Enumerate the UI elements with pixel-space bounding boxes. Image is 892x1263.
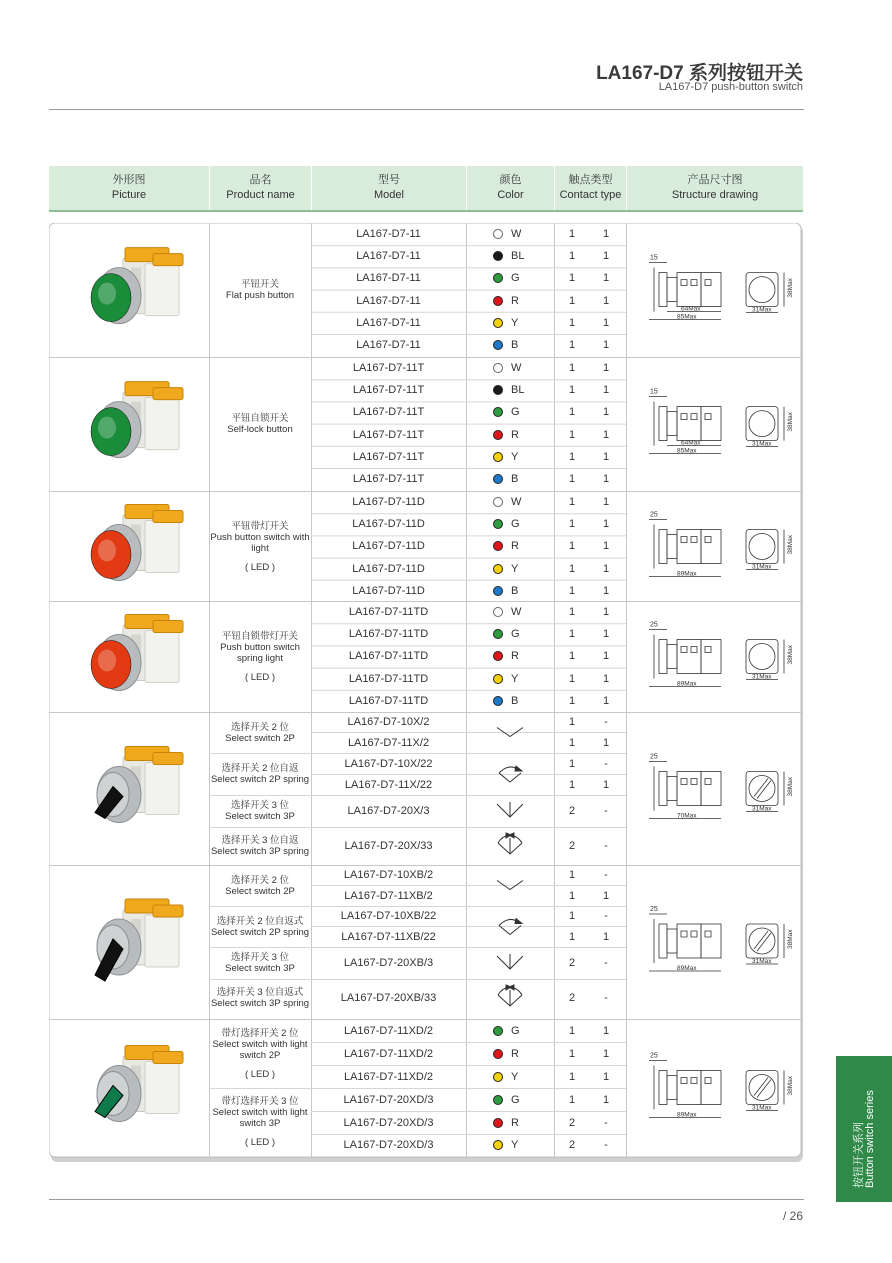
product-name bbox=[210, 223, 310, 356]
color-swatch bbox=[493, 474, 503, 484]
svg-text:25: 25 bbox=[650, 753, 658, 761]
color-swatch bbox=[493, 430, 503, 440]
contact-count-2: 1 bbox=[602, 930, 610, 943]
contact-count-2: - bbox=[604, 716, 608, 728]
color-cell bbox=[466, 290, 554, 312]
svg-text:85Max: 85Max bbox=[677, 313, 697, 321]
product-name-en: Select switch 2P spring bbox=[210, 926, 310, 938]
product-name-zh: 选择开关 2 位自返 bbox=[221, 763, 299, 774]
contact-count-1: 1 bbox=[568, 1093, 576, 1106]
color-code: B bbox=[511, 473, 519, 486]
model-cell: LA167-D7-11 bbox=[356, 294, 421, 307]
color-code: B bbox=[511, 694, 519, 707]
model-cell: LA167-D7-11 bbox=[356, 250, 421, 263]
product-name bbox=[210, 712, 310, 753]
contact-count-2: 1 bbox=[602, 473, 610, 486]
color-code: W bbox=[511, 496, 522, 509]
svg-text:64Max: 64Max bbox=[681, 305, 701, 313]
color-cell bbox=[466, 1088, 554, 1111]
color-swatch bbox=[493, 229, 503, 239]
svg-text:25: 25 bbox=[650, 621, 658, 629]
color-code: BL bbox=[511, 250, 525, 263]
column-header-product-name: 品名 Product name bbox=[226, 174, 295, 201]
contact-count-1: 1 bbox=[568, 650, 576, 663]
contact-count-2: 1 bbox=[602, 1070, 610, 1083]
color-cell bbox=[466, 558, 554, 580]
color-swatch bbox=[493, 318, 503, 328]
product-name-en: Flat push button bbox=[225, 289, 295, 301]
contact-count-2: 1 bbox=[602, 1047, 610, 1060]
color-swatch bbox=[493, 696, 503, 706]
color-swatch bbox=[493, 1095, 503, 1105]
model-cell: LA167-D7-11 bbox=[356, 339, 421, 352]
contact-count-2: - bbox=[604, 869, 608, 881]
svg-text:89Max: 89Max bbox=[677, 965, 697, 972]
color-cell bbox=[466, 645, 554, 667]
color-cell bbox=[466, 690, 554, 712]
color-cell bbox=[466, 1111, 554, 1134]
color-cell bbox=[466, 446, 554, 468]
contact-count-1: 1 bbox=[568, 228, 576, 241]
svg-text:15: 15 bbox=[650, 254, 658, 262]
color-swatch bbox=[493, 586, 503, 596]
svg-text:25: 25 bbox=[650, 511, 658, 519]
model-cell: LA167-D7-11XB/22 bbox=[341, 930, 436, 943]
contact-count-1: 1 bbox=[568, 889, 576, 902]
svg-text:85Max: 85Max bbox=[677, 447, 697, 455]
contact-count-2: 1 bbox=[602, 228, 610, 241]
contact-count-1: 1 bbox=[568, 606, 576, 619]
color-swatch bbox=[493, 607, 503, 617]
color-swatch bbox=[493, 651, 503, 661]
svg-text:25: 25 bbox=[650, 1052, 658, 1060]
contact-count-1: 1 bbox=[568, 384, 576, 397]
product-name-led: ( LED ) bbox=[244, 671, 276, 683]
svg-text:31Max: 31Max bbox=[752, 563, 772, 571]
model-cell: LA167-D7-11X/2 bbox=[347, 736, 430, 749]
product-name-zh: 选择开关 3 位自返 bbox=[221, 835, 299, 846]
color-swatch bbox=[493, 564, 503, 574]
svg-text:38Max: 38Max bbox=[787, 1075, 794, 1096]
contact-count-2: 1 bbox=[602, 540, 610, 553]
contact-count-2: 1 bbox=[602, 778, 610, 791]
model-cell: LA167-D7-11TD bbox=[348, 672, 429, 685]
model-cell: LA167-D7-11TD bbox=[348, 628, 429, 641]
color-code: BL bbox=[511, 384, 525, 397]
model-cell: LA167-D7-20X/33 bbox=[344, 840, 433, 852]
color-code: G bbox=[511, 628, 520, 641]
product-name-zh: 选择开关 2 位 bbox=[230, 874, 290, 886]
model-cell: LA167-D7-11D bbox=[352, 562, 425, 575]
product-name-en: Select switch 3P spring bbox=[210, 846, 310, 857]
contact-count-2: 1 bbox=[602, 694, 610, 707]
product-name bbox=[210, 795, 310, 827]
color-cell bbox=[466, 357, 554, 379]
product-name-en: Select switch 3P spring bbox=[210, 998, 310, 1009]
contact-count-2: 1 bbox=[602, 736, 610, 749]
color-swatch bbox=[493, 541, 503, 551]
color-cell bbox=[466, 379, 554, 401]
color-cell bbox=[466, 491, 554, 513]
column-header-structure-drawing: 产品尺寸图 Structure drawing bbox=[671, 174, 759, 201]
contact-count-1: 1 bbox=[568, 562, 576, 575]
column-header-color: 颜色 Color bbox=[497, 174, 524, 201]
svg-text:38Max: 38Max bbox=[787, 412, 794, 432]
color-code: R bbox=[511, 650, 519, 663]
svg-text:31Max: 31Max bbox=[752, 440, 772, 448]
contact-count-1: 1 bbox=[568, 628, 576, 641]
product-name bbox=[210, 753, 310, 795]
color-swatch bbox=[493, 629, 503, 639]
contact-count-1: 2 bbox=[568, 1139, 576, 1151]
model-cell: LA167-D7-11TD bbox=[348, 694, 429, 707]
color-swatch bbox=[493, 296, 503, 306]
header-divider bbox=[49, 109, 804, 110]
product-name-zh: 带灯选择开关 3 位 bbox=[221, 1096, 299, 1107]
contact-count-2: - bbox=[604, 805, 608, 817]
product-name-zh: 选择开关 2 位自返式 bbox=[216, 915, 304, 927]
color-cell bbox=[466, 223, 554, 245]
color-cell bbox=[466, 1019, 554, 1042]
color-swatch bbox=[493, 519, 503, 529]
contact-count-1: 1 bbox=[568, 428, 576, 441]
color-swatch bbox=[493, 497, 503, 507]
contact-count-1: 1 bbox=[568, 1047, 576, 1060]
contact-count-1: 1 bbox=[568, 496, 576, 509]
contact-count-1: 2 bbox=[568, 1116, 576, 1129]
color-swatch bbox=[493, 1118, 503, 1128]
contact-count-2: 1 bbox=[602, 406, 610, 419]
column-header-model: 型号 Model bbox=[374, 174, 404, 201]
svg-text:89Max: 89Max bbox=[677, 1111, 697, 1119]
svg-text:38Max: 38Max bbox=[787, 929, 794, 949]
contact-count-1: 2 bbox=[568, 992, 576, 1004]
product-name bbox=[210, 357, 310, 490]
product-name bbox=[210, 601, 310, 712]
contact-count-2: 1 bbox=[602, 562, 610, 575]
color-code: G bbox=[511, 1093, 520, 1106]
color-cell bbox=[466, 334, 554, 356]
model-cell: LA167-D7-20XB/33 bbox=[340, 992, 437, 1004]
model-cell: LA167-D7-11XD/2 bbox=[343, 1047, 434, 1060]
color-swatch bbox=[493, 251, 503, 261]
product-name-led: ( LED ) bbox=[244, 561, 276, 573]
svg-text:38Max: 38Max bbox=[787, 776, 794, 797]
product-name-en: Select switch with light switch 2P bbox=[212, 1038, 308, 1061]
color-cell bbox=[466, 1134, 554, 1156]
contact-count-2: - bbox=[604, 840, 608, 852]
product-name-en: Push button switch with light bbox=[210, 531, 310, 554]
color-code: R bbox=[511, 1116, 519, 1129]
model-cell: LA167-D7-11XD/2 bbox=[343, 1024, 434, 1037]
page-number: / 26 bbox=[782, 1209, 803, 1223]
model-cell: LA167-D7-11 bbox=[356, 228, 421, 241]
color-cell bbox=[466, 623, 554, 645]
color-swatch bbox=[493, 674, 503, 684]
svg-text:31Max: 31Max bbox=[752, 1104, 772, 1112]
contact-count-2: 1 bbox=[602, 672, 610, 685]
contact-count-1: 1 bbox=[568, 778, 576, 791]
contact-count-2: 1 bbox=[602, 272, 610, 285]
product-name-zh: 平钮自锁开关 bbox=[231, 412, 289, 424]
color-code: W bbox=[511, 228, 522, 241]
svg-text:25: 25 bbox=[650, 906, 658, 913]
color-code: G bbox=[511, 1024, 520, 1037]
color-code: Y bbox=[511, 672, 519, 685]
contact-count-2: 1 bbox=[602, 250, 610, 263]
color-code: B bbox=[511, 339, 519, 352]
side-tab-label-zh: 按钮开关系列 bbox=[853, 1122, 865, 1188]
model-cell: LA167-D7-11D bbox=[352, 518, 425, 531]
model-cell: LA167-D7-11TD bbox=[348, 650, 429, 663]
product-name bbox=[210, 1088, 310, 1156]
contact-count-1: 1 bbox=[568, 406, 576, 419]
model-cell: LA167-D7-11XD/2 bbox=[343, 1070, 434, 1083]
model-cell: LA167-D7-11 bbox=[356, 316, 421, 329]
contact-count-1: 1 bbox=[568, 316, 576, 329]
product-name-zh: 带灯选择开关 2 位 bbox=[221, 1027, 299, 1039]
contact-count-2: 1 bbox=[602, 362, 610, 375]
contact-count-1: 1 bbox=[568, 518, 576, 531]
color-code: G bbox=[511, 272, 520, 285]
svg-text:38Max: 38Max bbox=[787, 644, 794, 665]
svg-text:89Max: 89Max bbox=[677, 680, 697, 688]
contact-count-2: - bbox=[604, 1116, 608, 1129]
color-cell bbox=[466, 580, 554, 602]
product-name bbox=[210, 1019, 310, 1088]
svg-text:31Max: 31Max bbox=[752, 306, 772, 314]
model-cell: LA167-D7-10X/2 bbox=[347, 716, 430, 728]
footer-divider bbox=[49, 1199, 804, 1200]
color-code: W bbox=[511, 362, 522, 375]
contact-count-2: - bbox=[604, 1139, 608, 1151]
model-cell: LA167-D7-11T bbox=[352, 473, 425, 486]
contact-count-1: 1 bbox=[568, 1024, 576, 1037]
svg-text:38Max: 38Max bbox=[787, 534, 794, 555]
product-name-zh: 平钮自锁带灯开关 bbox=[221, 630, 298, 642]
contact-count-1: 1 bbox=[568, 294, 576, 307]
product-name-en: Select switch 2P spring bbox=[210, 774, 310, 785]
color-swatch bbox=[493, 407, 503, 417]
product-name bbox=[210, 865, 310, 906]
model-cell: LA167-D7-20XD/3 bbox=[343, 1139, 434, 1151]
color-cell bbox=[466, 424, 554, 446]
contact-count-2: 1 bbox=[602, 450, 610, 463]
color-cell bbox=[466, 535, 554, 557]
color-code: R bbox=[511, 294, 519, 307]
contact-count-1: 1 bbox=[568, 540, 576, 553]
svg-text:31Max: 31Max bbox=[752, 805, 772, 813]
product-name-en: Select switch 2P bbox=[225, 885, 295, 897]
model-cell: LA167-D7-11T bbox=[352, 428, 425, 441]
color-swatch bbox=[493, 273, 503, 283]
side-tab-label-en: Button switch series bbox=[864, 1090, 876, 1188]
color-cell bbox=[466, 668, 554, 690]
model-cell: LA167-D7-10X/22 bbox=[344, 757, 433, 770]
contact-count-1: 1 bbox=[568, 930, 576, 943]
product-name-zh: 选择开关 3 位 bbox=[230, 952, 290, 963]
color-cell bbox=[466, 1042, 554, 1065]
product-name-en: Push button switch spring light bbox=[220, 641, 300, 664]
color-swatch bbox=[493, 1072, 503, 1082]
contact-count-1: 2 bbox=[568, 805, 576, 817]
contact-count-2: 1 bbox=[602, 384, 610, 397]
contact-count-2: 1 bbox=[602, 650, 610, 663]
model-cell: LA167-D7-10XB/22 bbox=[340, 910, 437, 922]
product-name bbox=[210, 491, 310, 602]
contact-count-2: 1 bbox=[602, 294, 610, 307]
color-code: R bbox=[511, 1047, 519, 1060]
contact-count-2: - bbox=[604, 910, 608, 922]
contact-count-2: 1 bbox=[602, 1093, 610, 1106]
column-header-contact-type: 触点类型 Contact type bbox=[559, 174, 622, 201]
contact-count-1: 1 bbox=[568, 339, 576, 352]
color-code: Y bbox=[511, 562, 519, 575]
model-cell: LA167-D7-20XD/3 bbox=[343, 1093, 434, 1106]
contact-count-1: 1 bbox=[568, 716, 576, 728]
table-header bbox=[49, 166, 803, 212]
color-code: R bbox=[511, 428, 519, 441]
color-code: Y bbox=[511, 1070, 519, 1083]
color-code: Y bbox=[511, 316, 519, 329]
contact-count-1: 1 bbox=[568, 869, 576, 881]
contact-count-1: 1 bbox=[568, 272, 576, 285]
column-header-picture: 外形图 Picture bbox=[111, 174, 147, 201]
contact-count-2: 1 bbox=[602, 1024, 610, 1037]
product-name-en: Self-lock button bbox=[227, 423, 293, 435]
contact-count-1: 1 bbox=[568, 694, 576, 707]
model-cell: LA167-D7-11T bbox=[352, 384, 425, 397]
product-name-zh: 选择开关 2 位 bbox=[230, 721, 290, 733]
contact-count-1: 1 bbox=[568, 584, 576, 597]
color-cell bbox=[466, 1065, 554, 1088]
svg-text:64Max: 64Max bbox=[681, 439, 701, 447]
product-name bbox=[210, 947, 310, 979]
model-cell: LA167-D7-20XD/3 bbox=[343, 1116, 434, 1129]
model-cell: LA167-D7-11T bbox=[352, 450, 425, 463]
product-name bbox=[210, 906, 310, 947]
contact-count-1: 1 bbox=[568, 736, 576, 749]
color-cell bbox=[466, 312, 554, 334]
contact-count-2: 1 bbox=[602, 496, 610, 509]
color-swatch bbox=[493, 1049, 503, 1059]
product-name-en: Select switch 3P bbox=[225, 963, 295, 974]
contact-count-1: 1 bbox=[568, 473, 576, 486]
model-cell: LA167-D7-11XB/2 bbox=[344, 889, 433, 902]
product-name-zh: 平钮开关 bbox=[240, 278, 279, 290]
color-cell bbox=[466, 513, 554, 535]
model-cell: LA167-D7-11D bbox=[352, 496, 425, 509]
color-cell bbox=[466, 468, 554, 490]
contact-count-2: 1 bbox=[602, 518, 610, 531]
model-cell: LA167-D7-11TD bbox=[348, 606, 429, 619]
product-name bbox=[210, 827, 310, 865]
svg-text:38Max: 38Max bbox=[787, 278, 794, 298]
product-name-led: ( LED ) bbox=[244, 1068, 276, 1080]
product-table bbox=[49, 223, 803, 1160]
product-name-en: Select switch with light switch 3P bbox=[212, 1107, 308, 1129]
product-name-led: ( LED ) bbox=[244, 1137, 276, 1148]
contact-count-1: 1 bbox=[568, 450, 576, 463]
color-code: R bbox=[511, 540, 519, 553]
model-cell: LA167-D7-20XB/3 bbox=[343, 957, 434, 969]
model-cell: LA167-D7-11D bbox=[352, 584, 425, 597]
contact-count-1: 1 bbox=[568, 757, 576, 770]
contact-count-1: 1 bbox=[568, 362, 576, 375]
color-swatch bbox=[493, 1140, 503, 1150]
contact-count-2: - bbox=[604, 757, 608, 770]
contact-count-1: 1 bbox=[568, 250, 576, 263]
svg-text:31Max: 31Max bbox=[752, 673, 772, 681]
color-code: Y bbox=[511, 1139, 519, 1151]
color-code: G bbox=[511, 406, 520, 419]
color-swatch bbox=[493, 363, 503, 373]
color-code: G bbox=[511, 518, 520, 531]
contact-count-2: 1 bbox=[602, 628, 610, 641]
model-cell: LA167-D7-11D bbox=[352, 540, 425, 553]
color-swatch bbox=[493, 340, 503, 350]
color-code: W bbox=[511, 606, 522, 619]
svg-text:15: 15 bbox=[650, 388, 658, 396]
model-cell: LA167-D7-20X/3 bbox=[347, 805, 430, 817]
contact-count-2: 1 bbox=[602, 339, 610, 352]
svg-text:89Max: 89Max bbox=[677, 570, 697, 578]
contact-count-1: 1 bbox=[568, 910, 576, 922]
page-subtitle: LA167-D7 push-button switch bbox=[658, 81, 803, 93]
color-swatch bbox=[493, 385, 503, 395]
svg-text:70Max: 70Max bbox=[677, 812, 697, 820]
product-name-zh: 平钮带灯开关 bbox=[231, 520, 289, 532]
model-cell: LA167-D7-11X/22 bbox=[344, 778, 433, 791]
contact-count-2: - bbox=[604, 957, 608, 969]
color-cell bbox=[466, 267, 554, 289]
product-name-zh: 选择开关 3 位自返式 bbox=[216, 987, 304, 998]
product-name-en: Select switch 3P bbox=[225, 811, 295, 822]
contact-count-2: 1 bbox=[602, 606, 610, 619]
svg-text:31Max: 31Max bbox=[752, 958, 772, 965]
contact-count-2: 1 bbox=[602, 316, 610, 329]
contact-count-2: - bbox=[604, 992, 608, 1004]
model-cell: LA167-D7-11T bbox=[352, 362, 425, 375]
contact-count-1: 1 bbox=[568, 1070, 576, 1083]
color-cell bbox=[466, 245, 554, 267]
product-name bbox=[210, 979, 310, 1017]
color-code: Y bbox=[511, 450, 519, 463]
contact-count-2: 1 bbox=[602, 428, 610, 441]
product-name-en: Select switch 2P bbox=[225, 732, 295, 744]
contact-count-2: 1 bbox=[602, 584, 610, 597]
color-swatch bbox=[493, 452, 503, 462]
page-title: LA167-D7 系列按钮开关 bbox=[596, 63, 803, 84]
contact-count-1: 2 bbox=[568, 957, 576, 969]
color-code: B bbox=[511, 584, 519, 597]
product-name-zh: 选择开关 3 位 bbox=[230, 800, 290, 811]
model-cell: LA167-D7-11 bbox=[356, 272, 421, 285]
model-cell: LA167-D7-11T bbox=[352, 406, 425, 419]
color-cell bbox=[466, 401, 554, 423]
contact-count-2: 1 bbox=[602, 889, 610, 902]
color-swatch bbox=[493, 1026, 503, 1036]
contact-count-1: 1 bbox=[568, 672, 576, 685]
model-cell: LA167-D7-10XB/2 bbox=[343, 869, 434, 881]
contact-count-1: 2 bbox=[568, 840, 576, 852]
color-cell bbox=[466, 601, 554, 623]
